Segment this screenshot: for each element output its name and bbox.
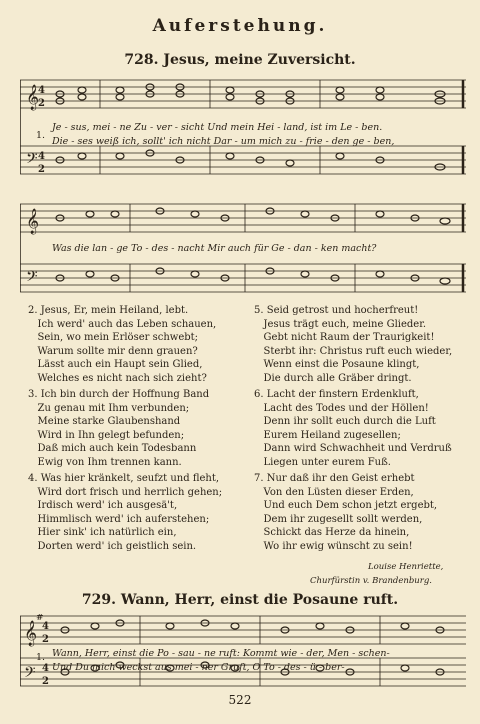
svg-text:4: 4 — [42, 663, 49, 674]
attribution-author: Louise Henriette, — [368, 562, 444, 572]
svg-text:𝄞: 𝄞 — [24, 621, 38, 646]
svg-text:𝄞: 𝄞 — [26, 209, 40, 234]
svg-text:2: 2 — [42, 634, 49, 645]
attribution-title: Churfürstin v. Brandenburg. — [310, 576, 432, 586]
page-number: 522 — [228, 693, 252, 707]
svg-text:2: 2 — [42, 676, 49, 687]
hymn-728-system-1 — [20, 78, 466, 188]
section-title: Auferstehung. — [152, 16, 328, 36]
svg-text:#: # — [36, 614, 44, 623]
hymn-729-title: 729. Wann, Herr, einst die Posaune ruft. — [81, 592, 399, 608]
svg-text:𝄞: 𝄞 — [26, 85, 40, 110]
hymn-728-verse-number: 1. — [36, 130, 46, 141]
stanza-3: 3. Ich bin durch der Hoffnung Band Zu genau mit Ihm verbunden; Meine starke Glaubenshand Wird in Ihn gelegt befunden; Daß mich auch kein Todesbann Ewig von Ihm trennen kann. — [28, 389, 210, 468]
hymn-728-lyric-line-2: Was die lan - ge To - des - nacht Mir auch für Ge - dan - ken macht? — [52, 243, 377, 254]
svg-text:2: 2 — [38, 164, 45, 175]
hymn-729-lyric-line-1b: Und Du mich weckst aus mei - ner Gruft, O To - des - ü - ber- — [52, 662, 345, 673]
svg-text:𝄢: 𝄢 — [26, 150, 38, 171]
svg-text:4: 4 — [38, 85, 45, 96]
hymn-728-lyric-line-1b: Die - ses weiß ich, sollt' ich nicht Dar - um mich zu - frie - den ge - ben, — [52, 136, 395, 147]
hymn-729-lyric-line-1a: Wann, Herr, einst die Po - sau - ne ruft: Kommt wie - der, Men - schen- — [52, 648, 390, 659]
stanza-5: 5. Seid getrost und hocherfreut! Jesus trägt euch, meine Glieder. Gebt nicht Raum der Traurigkeit! Sterbt ihr: Christus ruft euch wieder, Wenn einst die Posaune klingt, Die durch alle Gräber dringt. — [254, 305, 453, 384]
svg-text:4: 4 — [38, 151, 45, 162]
hymn-728-lyric-line-1a: Je - sus, mei - ne Zu - ver - sicht Und mein Hei - land, ist im Le - ben. — [52, 122, 383, 133]
hymn-729-verse-number: 1. — [36, 652, 46, 663]
stanza-6: 6. Lacht der finstern Erdenkluft, Lacht des Todes und der Höllen! Denn ihr sollt euch durch die Luft Eurem Heiland zugesellen; Dann wird Schwachheit und Verdruß Liegen unter eurem Fuß. — [254, 389, 452, 468]
hymn-728-title: 728. Jesus, meine Zuversicht. — [124, 52, 356, 68]
svg-text:𝄢: 𝄢 — [26, 268, 38, 289]
stanza-7: 7. Nur daß ihr den Geist erhebt Von den Lüsten dieser Erden, Und euch Dem schon jetzt ergebt, Dem ihr zugesellt sollt werden, Schickt das Herze da hinein, Wo ihr ewig wünscht zu sein! — [254, 473, 438, 552]
svg-text:2: 2 — [38, 98, 45, 109]
svg-text:𝄢: 𝄢 — [24, 664, 36, 685]
stanza-4: 4. Was hier kränkelt, seufzt und fleht, Wird dort frisch und herrlich gehen; Irdisch werd' ich ausgesä't, Himmlisch werd' ich auferstehen; Hier sink' ich natürlich ein, Dorten werd' ich geistlich sein. — [28, 473, 223, 552]
stanza-2: 2. Jesus, Er, mein Heiland, lebt. Ich werd' auch das Leben schauen, Sein, wo mein Erlöser schwebt; Warum sollte mir denn grauen? Lässt auch ein Haupt sein Glied, Welches es nicht nach sich zieht? — [28, 305, 217, 384]
svg-text:4: 4 — [42, 621, 49, 632]
